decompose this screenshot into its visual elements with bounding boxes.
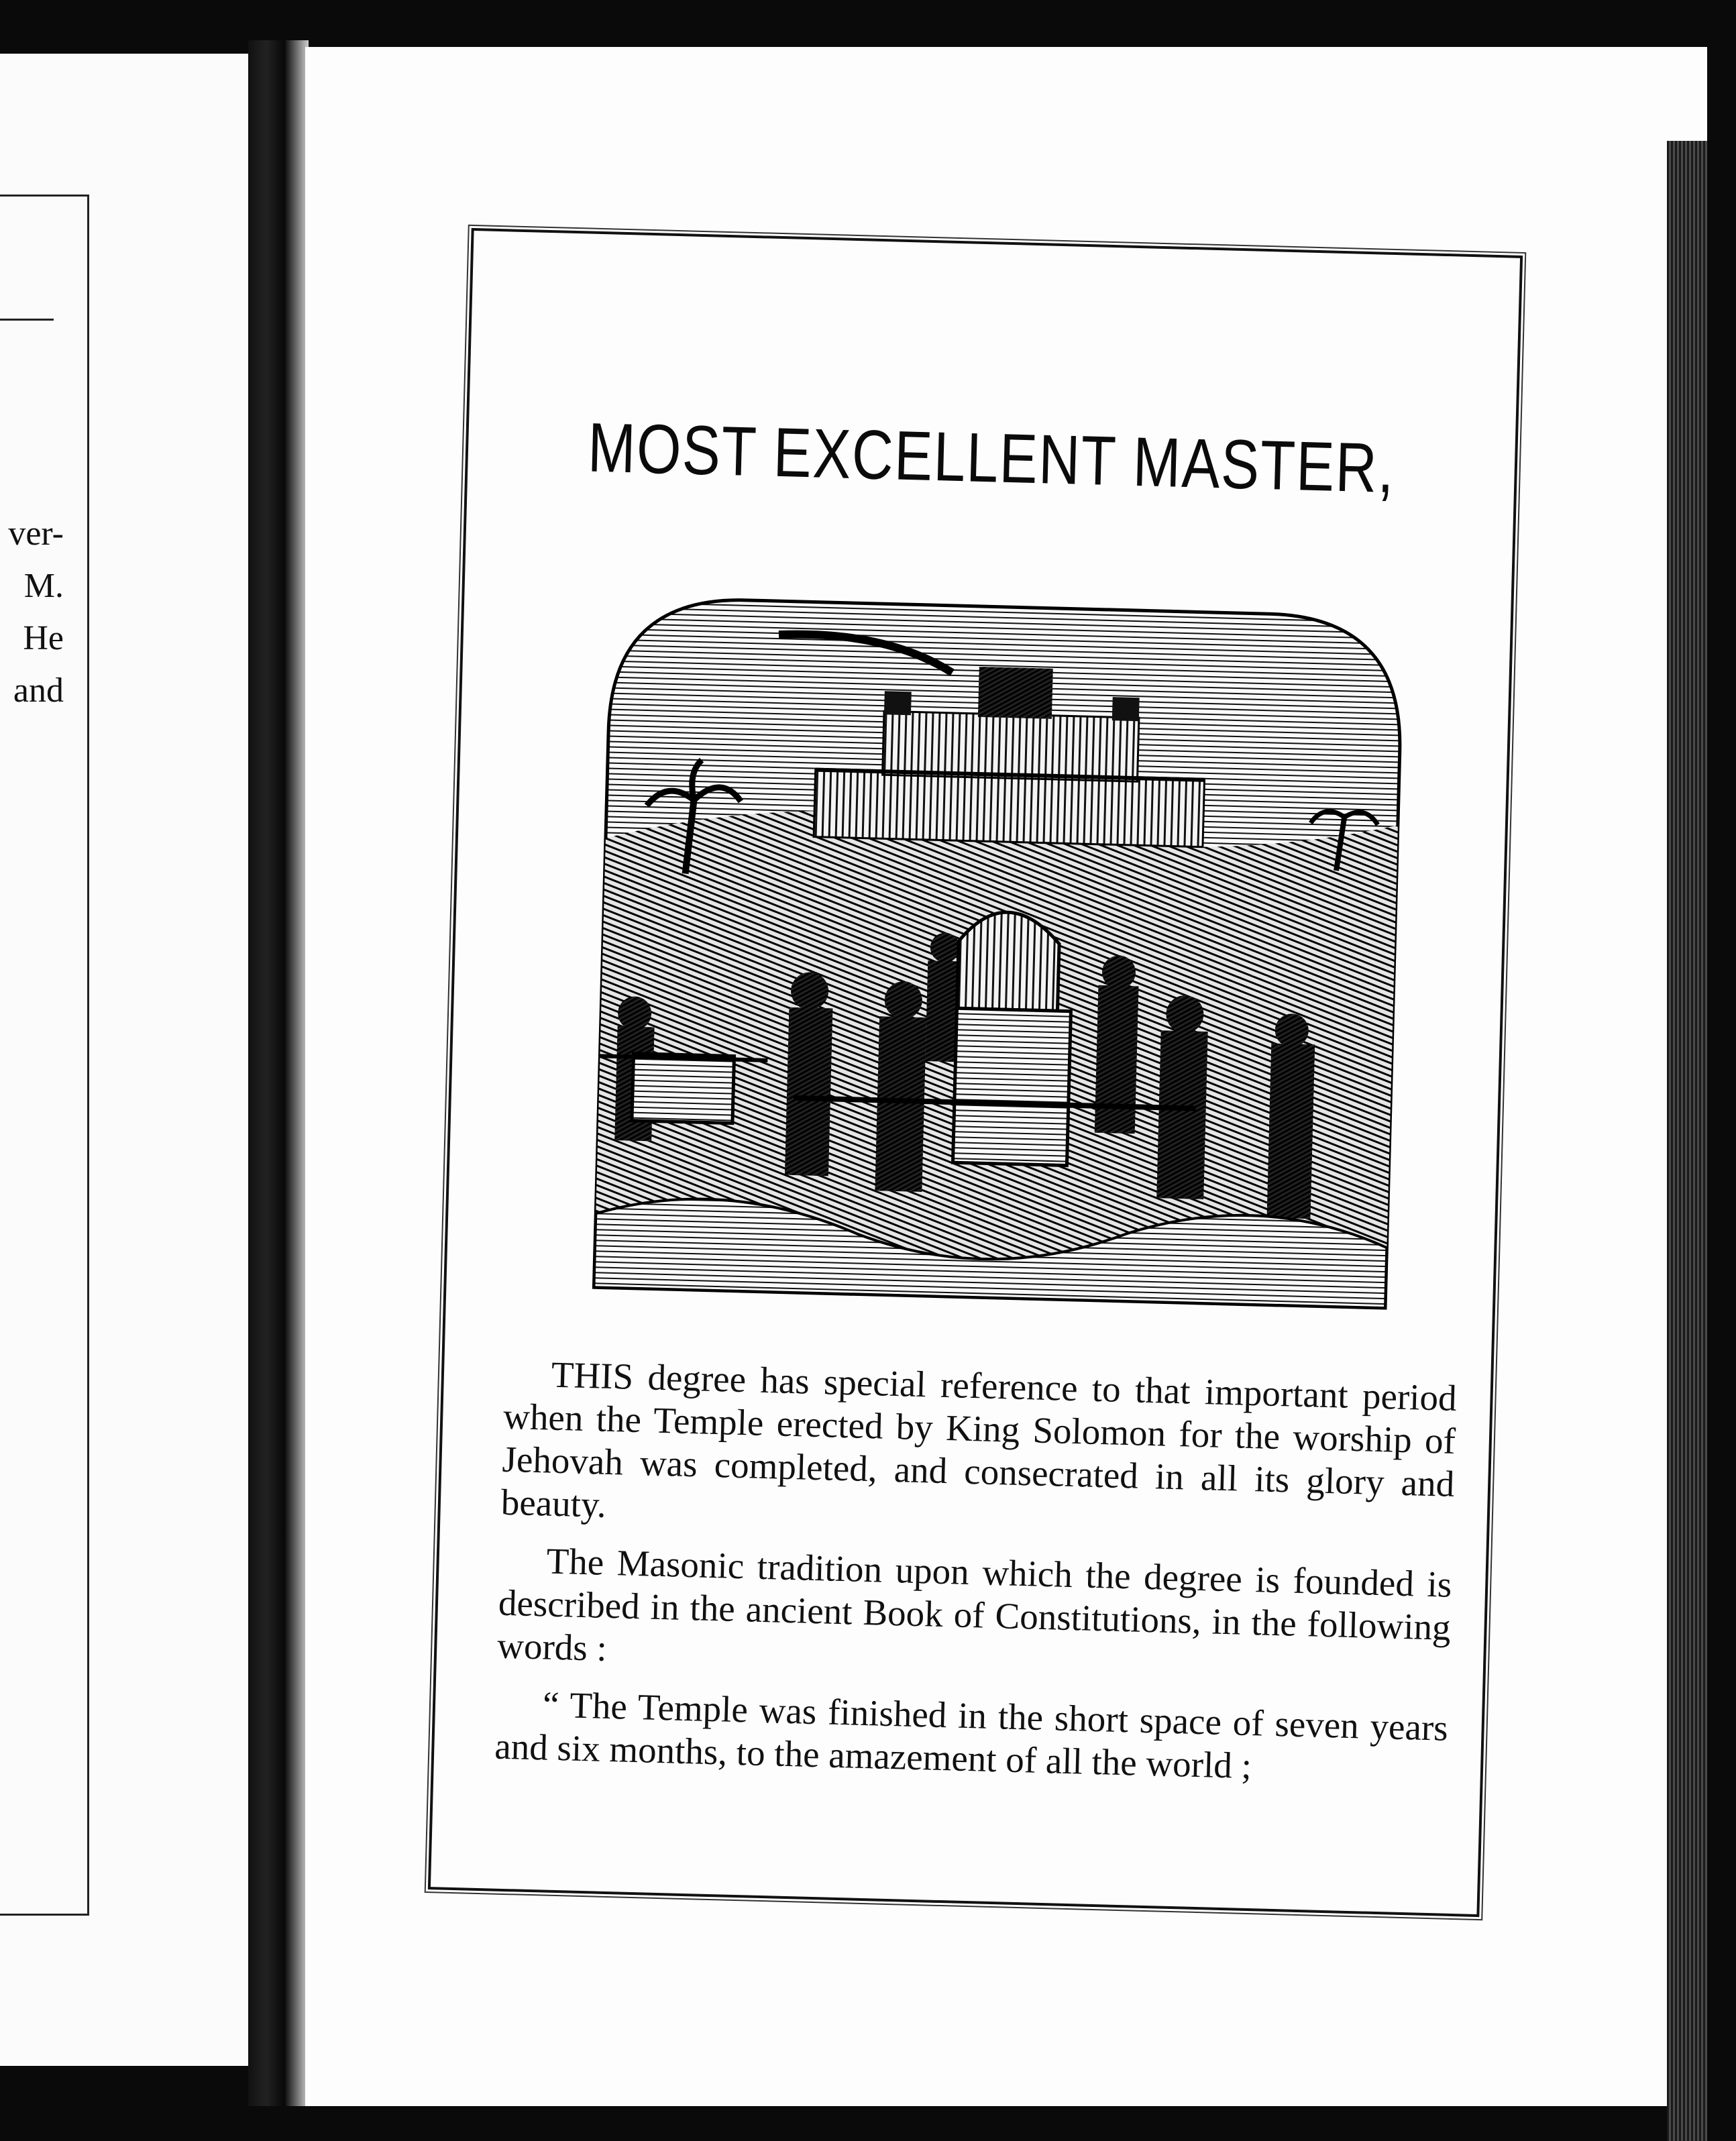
left-page-line: M. (23, 569, 64, 604)
paragraph (500, 1352, 1457, 1549)
book-gutter (248, 40, 309, 2106)
lead-word: THIS (551, 1354, 634, 1397)
left-page-line: and (13, 673, 64, 708)
body-text (494, 1352, 1457, 1808)
left-page-frame (0, 195, 89, 1916)
left-page-line: ver- (8, 516, 64, 551)
paragraph: The Masonic tradition upon which the degree is founded is described in the ancient Book of Constitutions, in the following words : (496, 1540, 1453, 1669)
left-page (0, 54, 251, 2066)
page-edges (1667, 141, 1707, 2141)
paragraph-text: degree has special reference to that important period when the Temple erected by King Solomon for the worship of Jehovah was completed, and consecrated in all its glory and beauty. (500, 1356, 1458, 1525)
page-title: MOST EXCELLENT MASTER, (586, 408, 1397, 508)
left-page-line: He (23, 621, 64, 656)
plate-frame (428, 228, 1523, 1917)
engraving-illustration (587, 583, 1410, 1315)
left-page-rule (0, 319, 54, 321)
quote-paragraph: “ The Temple was finished in the short space of seven years and six months, to the amazement of all the world ; (494, 1684, 1449, 1787)
